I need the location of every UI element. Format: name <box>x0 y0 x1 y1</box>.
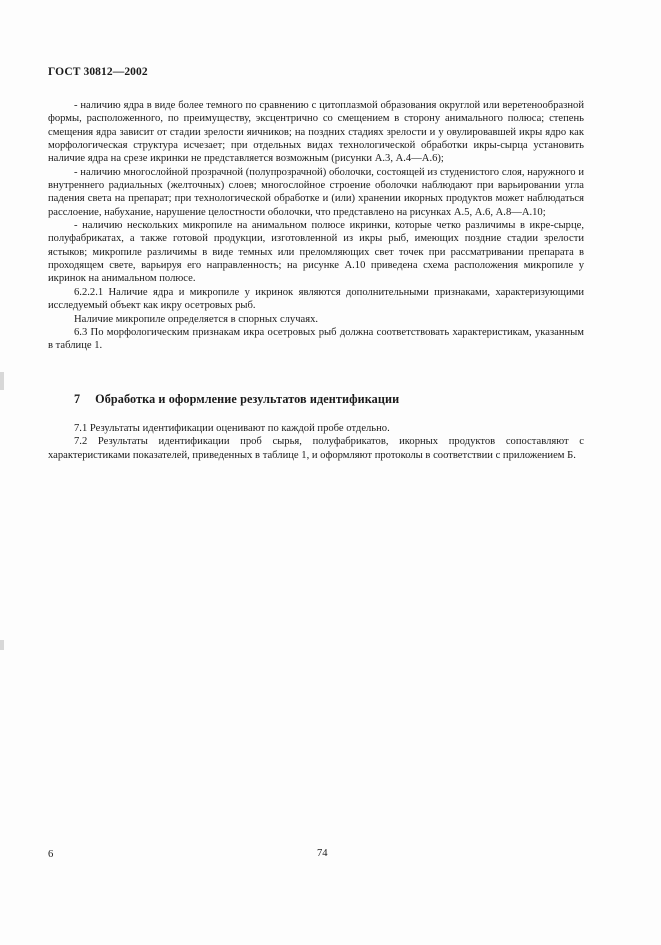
page-number-center: 74 <box>317 848 328 859</box>
paragraph-7-2: 7.2 Результаты идентификации проб сырья, полуфабрикатов, икорных продуктов сопоставляют с характеристиками показателей, приведенных в таблице 1, и оформляют протоколы в соответствии с приложением Б. <box>48 436 584 461</box>
paragraph-membrane: - наличию многослойной прозрачной (полупрозрачной) оболочки, состоящей из студенистого слоя, наружного и внутреннего радиальных (желточных) слоев; многослойное строение оболочки наблюдают при варьировании угла падения света на препарат; при технологической обработке и (или) хранении икорных продуктов может наблюдаться расслоение, набухание, нарушение целостности оболочки, что представлено на рисунках А.5, А.6, А.8—А.10; <box>48 166 584 218</box>
paragraph-micropyle-disputes: Наличие микропиле определяется в спорных случаях. <box>74 313 319 325</box>
section-body <box>48 422 584 462</box>
scan-edge-mark <box>0 372 4 390</box>
section-title-text: Обработка и оформление результатов идентификации <box>95 392 400 406</box>
paragraph-6-2-2-1: 6.2.2.1 Наличие ядра и микропиле у икринок являются дополнительными признаками, характеризующими исследуемый объект как икру осетровых рыб. <box>48 286 584 312</box>
body-text <box>48 99 584 353</box>
paragraph-micropyle: - наличию нескольких микропиле на анимальном полюсе икринки, которые четко различимы в икре-сырце, полуфабрикатах, а также готовой продукции, изготовленной из икры рыб, имеющих поздние стадии зрелости ястыков; микропиле различимы в виде темных или преломляющих свет точек при рассматривании препарата в проходящем свете, варьируя его направленность; на рисунке А.10 приведена схема расположения микропиле у икринок на анимальном полюсе. <box>48 220 584 285</box>
document-header: ГОСТ 30812—2002 <box>48 66 148 78</box>
scan-edge-mark <box>0 640 4 650</box>
paragraph-nucleus: - наличию ядра в виде более темного по сравнению с цитоплазмой образования округлой или веретенообразной формы, расположенного, по преимуществу, эксцентрично со смещением в сторону анимального полюса; степень смещения ядра зависит от стадии зрелости яичников; на поздних стадиях зрелости и у овулировавшей икры ядро как морфологическая структура исчезает; при отдельных видах технологической обработки икры-сырца установить наличие ядра на срезе икринки не представляется возможным (рисунки А.3, А.4—А.6); <box>48 100 584 165</box>
section-heading <box>74 392 399 407</box>
paragraph-6-3: 6.3 По морфологическим признакам икра осетровых рыб должна соответствовать характеристикам, указанным в таблице 1. <box>48 326 584 352</box>
page-number-left: 6 <box>48 849 54 860</box>
section-number: 7 <box>74 392 81 406</box>
paragraph-7-1: 7.1 Результаты идентификации оценивают по каждой пробе отдельно. <box>74 423 390 434</box>
